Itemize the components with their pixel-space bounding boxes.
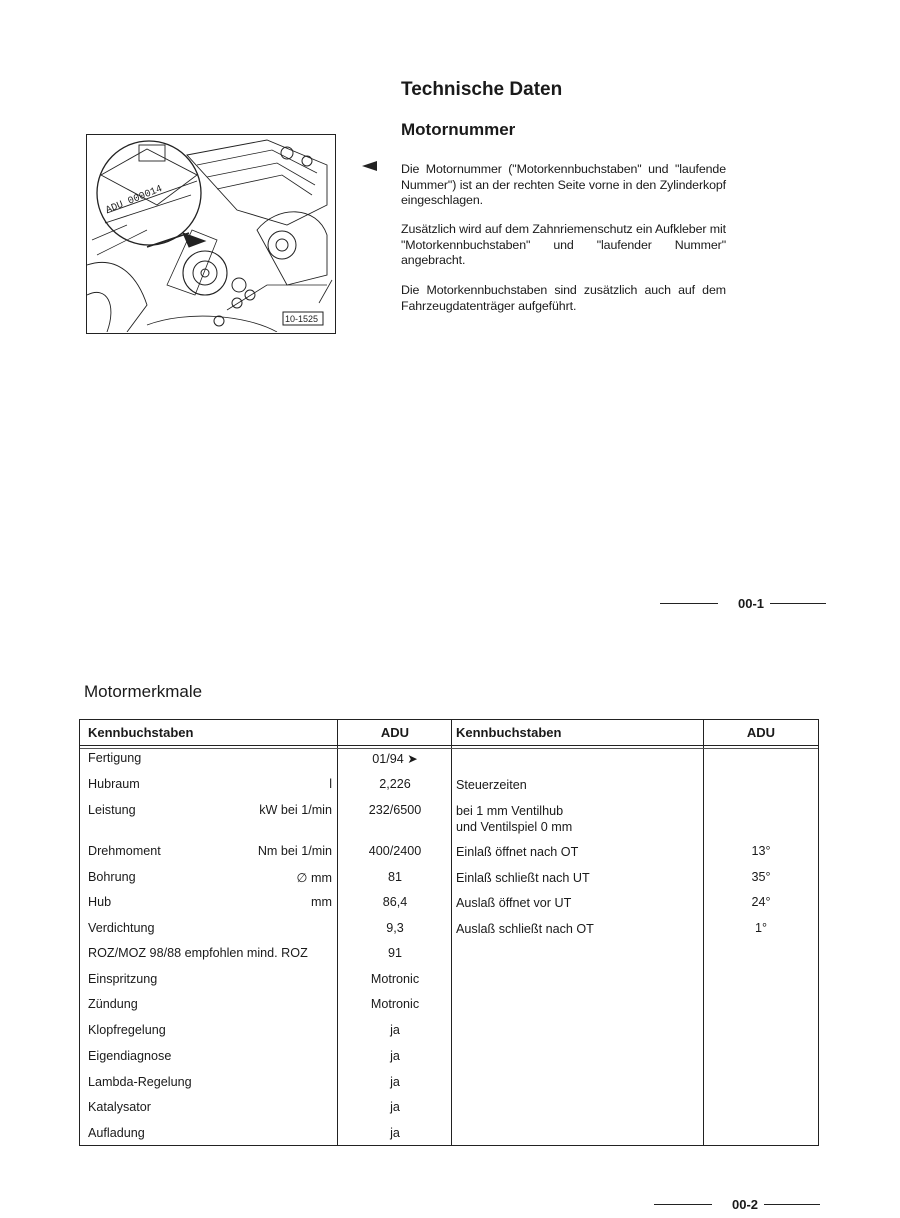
row-label: Lambda-Regelung <box>88 1075 192 1089</box>
row-unit: mm <box>311 895 332 909</box>
page-number: 00-1 <box>738 596 765 611</box>
row-label: Bohrung <box>88 870 136 884</box>
paragraph-3: Die Motorkennbuchstaben sind zusätzlich auch auf dem Fahrzeugdatenträger aufgeführt. <box>401 283 726 313</box>
pointer-arrow-icon <box>362 158 378 176</box>
timing-label: Steuerzeiten <box>456 778 527 792</box>
row-value: ja <box>390 1100 400 1114</box>
section-title-motormerkmale: Motormerkmale <box>84 682 203 701</box>
row-unit: Nm bei 1/min <box>257 844 332 858</box>
paragraph-2: Zusätzlich wird auf dem Zahnriemenschutz ein Aufkleber mit "Motorkennbuchstaben" und "laufender Nummer" angebracht. <box>401 222 726 267</box>
row-value: ja <box>390 1126 400 1140</box>
row-label: ROZ/MOZ 98/88 empfohlen mind. ROZ <box>88 946 308 960</box>
paragraph-1: Die Motornummer ("Motorkennbuchstaben" und "laufende Nummer") ist an der rechten Seite vorne in den Zylinderkopf eingeschlagen. <box>401 162 726 207</box>
row-label: Hubraum <box>88 777 140 791</box>
row-label: Klopfregelung <box>88 1023 166 1037</box>
engine-specs-table <box>79 719 819 1146</box>
page-number-rule-left <box>654 1204 712 1205</box>
row-value: 9,3 <box>386 921 404 935</box>
engine-illustration <box>86 134 336 334</box>
header-left-value: ADU <box>380 725 410 740</box>
page-number-rule-left <box>660 603 718 604</box>
row-label: Hub <box>88 895 112 909</box>
row-value: 2,226 <box>379 777 411 791</box>
page-title: Technische Daten <box>401 79 563 100</box>
row-value: ja <box>390 1049 400 1063</box>
row-label: Einspritzung <box>88 972 158 986</box>
row-value: 91 <box>387 946 402 960</box>
row-value: 400/2400 <box>368 844 422 858</box>
timing-label: Einlaß öffnet nach OT <box>456 845 579 859</box>
row-unit: l <box>329 777 332 791</box>
page-number-rule-right <box>770 603 826 604</box>
row-label: Fertigung <box>88 751 142 765</box>
row-label: Aufladung <box>88 1126 145 1140</box>
row-label: Eigendiagnose <box>88 1049 172 1063</box>
row-value: Motronic <box>370 997 420 1011</box>
timing-value: 35° <box>751 870 771 884</box>
timing-value: 13° <box>751 844 771 858</box>
timing-value: 24° <box>751 895 771 909</box>
row-label: Leistung <box>88 803 136 817</box>
timing-label: bei 1 mm Ventilhub <box>456 804 564 818</box>
row-value: ja <box>390 1023 400 1037</box>
page-number-rule-right <box>764 1204 820 1205</box>
timing-label: Auslaß öffnet vor UT <box>456 896 572 910</box>
row-unit: ∅ mm <box>296 871 332 885</box>
section-title-motornummer: Motornummer <box>401 120 516 139</box>
row-unit: kW bei 1/min <box>259 803 332 817</box>
timing-label: Auslaß schließt nach OT <box>456 922 594 936</box>
row-value: 86,4 <box>382 895 408 909</box>
header-right-value: ADU <box>746 725 776 740</box>
header-left-label: Kennbuchstaben <box>88 725 194 740</box>
row-label: Zündung <box>88 997 138 1011</box>
timing-label: und Ventilspiel 0 mm <box>456 820 573 834</box>
figure-label: 10-1525 <box>285 314 319 324</box>
row-label: Katalysator <box>88 1100 151 1114</box>
header-rule <box>80 745 818 746</box>
header-right-label: Kennbuchstaben <box>456 725 562 740</box>
row-value: 01/94 ➤ <box>372 752 418 766</box>
row-value: ja <box>390 1075 400 1089</box>
row-label: Verdichtung <box>88 921 155 935</box>
row-value: Motronic <box>370 972 420 986</box>
row-label: Drehmoment <box>88 844 161 858</box>
figure-stamp-text: ADU 000014 <box>104 184 165 217</box>
timing-label: Einlaß schließt nach UT <box>456 871 590 885</box>
header-rule <box>80 748 818 749</box>
row-value: 232/6500 <box>368 803 422 817</box>
row-value: 81 <box>387 870 402 884</box>
page-number: 00-2 <box>732 1197 759 1212</box>
timing-value: 1° <box>754 921 768 935</box>
